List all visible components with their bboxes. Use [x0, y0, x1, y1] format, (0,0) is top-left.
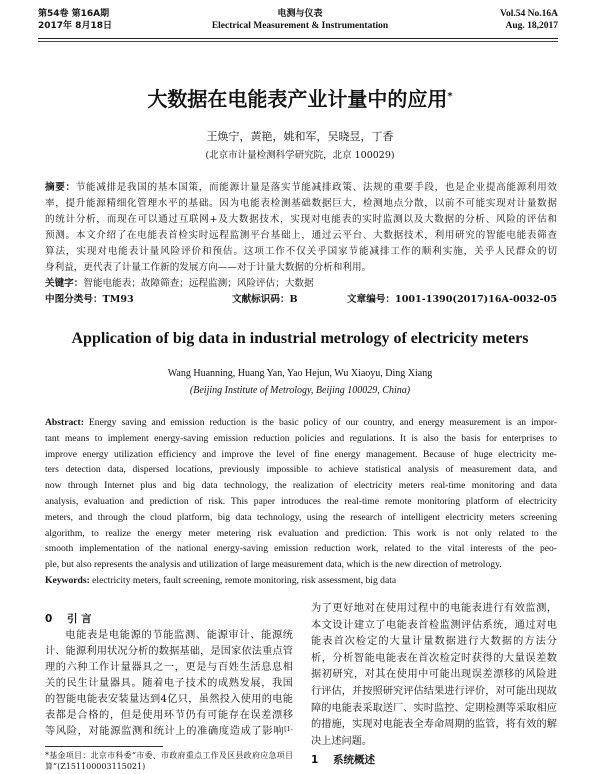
journal-name-en: Electrical Measurement & Instrumentation: [211, 21, 389, 31]
keywords-cn: [45, 276, 557, 292]
abstract-en-line: analysis, evaluation and prediction of risk. This paper introduces the real-time remote monitoring platform of electricity: [45, 495, 557, 507]
paper-title-cn-text: 大数据在电能表产业计量中的应用: [147, 87, 448, 111]
abstract-en-line: tant means to implement energy-saving emission reduction policies and regulations. It is also the basis for enterprises to: [45, 432, 557, 444]
abstract-en-line: algorithm, to realize the energy meter metering risk evaluation and prediction. This work is not only related to the: [45, 527, 557, 539]
body-line: 析，分析智能电能表在首次检定时获得的大量误差数: [311, 652, 557, 664]
abstract-en-lines: [45, 431, 557, 573]
header-journal-block: [180, 8, 420, 32]
header-rule-thin: [38, 41, 558, 42]
abstract-cn-line: 率，提升能源精细化管理水平的基础。因为电能表检测基础数据巨大，检测地点分散，以前不可能实现对计量数据: [45, 198, 557, 209]
body-line: 的措施，实现对电能表全寿命周期的监管，将有效的解: [311, 719, 557, 731]
clc-number: 中图分类号：TM93: [45, 294, 134, 305]
section-number: 0: [45, 613, 53, 625]
abstract-cn-line: [45, 180, 557, 196]
abstract-cn-line: 身利益，更代表了计量工作新的发展方向——对于计量大数据的分析和利用。: [45, 262, 372, 273]
body-line: 的智能电能表安装量达到4亿只，虽然投入使用的电能: [45, 694, 293, 705]
keywords-cn-text: 智能电能表；故障筛查；远程监测；风险评估；大数据: [83, 278, 314, 289]
body-line: 关的民生计量器具。随着电子技术的成熟发展，我国: [45, 678, 293, 689]
journal-name-cn: 电测与仪表: [277, 9, 323, 19]
body-line: [45, 724, 293, 740]
body-line: 表都是合格的，但是使用环节仍有可能存在误差漂移: [45, 710, 293, 721]
article-number: 文章编号：1001-1390(2017)16A-0032-05: [347, 294, 557, 305]
authors-en: Wang Huanning, Huang Yan, Yao Hejun, Wu Xiaoyu, Ding Xiang: [167, 368, 433, 379]
publication-date-cn: 2017年 8月18日: [38, 21, 112, 31]
abstract-en: [45, 415, 557, 589]
abstract-cn-label: 摘要：: [45, 182, 76, 193]
body-line: 行评估，并按照研究评估结果进行评价，对可能出现故: [311, 685, 557, 697]
body-line: 电能表是电能源的节能监测、能源审计、能源统: [65, 630, 293, 641]
footnote-line: *基金项目：北京市科委“市委、市政府重点工作及区县政府应急项目: [45, 751, 293, 760]
keywords-en: [45, 573, 557, 589]
header-issue-block: [408, 8, 558, 32]
section-title: 引 言: [67, 613, 92, 625]
abstract-en-line: ple, but also represents the analysis and utilization of large measurement data, which is the new direction of metrology.: [45, 559, 502, 571]
abstract-en-line: improve energy utilization efficiency and improve the level of fine energy management. Because of huge electricity me-: [45, 448, 557, 460]
funding-footnote: [45, 750, 293, 772]
keywords-en-text: electricity meters, fault screening, remote monitoring, risk assessment, big data: [89, 574, 397, 586]
abstract-en-label: Abstract:: [45, 417, 84, 428]
volume-issue-en: Vol.54 No.16A: [500, 9, 558, 19]
publication-date-en: Aug. 18,2017: [505, 21, 558, 31]
authors-cn: 王焕宁，黄艳，姚和军，吴晓昱，丁香: [206, 130, 394, 143]
funding-mark: *: [447, 91, 453, 102]
section-heading-system-overview: [311, 752, 557, 769]
classification-row: [45, 292, 557, 308]
body-line: 计、能源利用状况分析的数据基础，是国家依法重点管: [45, 646, 293, 657]
body-column-left: [45, 611, 293, 740]
footnote-rule: [45, 746, 163, 747]
abstract-cn-line: 预测。本文介绍了在电能表首检实时远程监测平台基础上，通过云平台、大数据技术，利用研究的智能电能表筛查: [45, 230, 557, 241]
affiliation-cn: (北京市计量检测科学研究院，北京 100029): [205, 150, 395, 161]
abstract-en-text: Energy saving and emission reduction is the basic policy of our country, and energy measurement is an impor-: [83, 417, 557, 428]
introduction-lines: [45, 628, 293, 724]
footnote-line: 算”(Z151100003115021): [45, 762, 146, 771]
abstract-en-line: smooth implementation of the national energy-saving emission reduction work, related to the vital interests of the peo-: [45, 543, 557, 555]
body-column-right: [311, 601, 557, 769]
section-heading-introduction: [45, 611, 293, 628]
volume-issue-cn: 第54卷 第16A期: [38, 9, 110, 19]
body-line: 决上述问题。: [311, 735, 373, 747]
body-line: 障的电能表采取送厂、实时监控、定期检测等采取相应: [311, 702, 557, 714]
header-rule: [38, 38, 558, 39]
body-line: 据初研究，对其在使用中可能出现误差漂移的风险进: [311, 669, 557, 681]
header-volume-block: [38, 8, 188, 32]
paper-title-cn: [40, 86, 560, 112]
paper-title-en: Application of big data in industrial metrology of electricity meters: [71, 330, 529, 347]
section-number: 1: [311, 754, 319, 767]
body-line-text: 等风险，对能源监测和统计上的准确度造成了影响: [45, 726, 285, 737]
abstract-en-line: now through Internet plus and big data technology, the realization of electricity meters real-time monitoring and data: [45, 480, 557, 492]
keywords-cn-label: 关键字：: [45, 278, 84, 289]
body-line: 本文设计建立了电能表首检监测评估系统，通过对电: [311, 619, 557, 631]
body-line: 为了更好地对在使用过程中的电能表进行有效监测，: [311, 603, 557, 614]
keywords-en-label: Keywords:: [45, 574, 90, 586]
citation-ref: [1-: [284, 725, 293, 733]
abstract-en-line: ters detection data, dispersed locations, previously impossible to achieve statistical analysis of measurement data, and: [45, 464, 557, 476]
abstract-cn-line: 的统计分析，而现在可以通过互联网+及大数据技术，实现对电能表的实时监测以及大数据的分析、风险的评估和: [45, 214, 557, 225]
abstract-en-line: [45, 415, 557, 431]
abstract-cn-line: 算法，实现对电能表计量风险评价和预估。这项工作不仅关乎国家节能减排工作的顺利实施，关乎人民群众的切: [45, 246, 557, 257]
body-line: 能表首次检定的大量计量数据进行大数据的方法分: [311, 636, 557, 648]
section-title: 系统概述: [333, 754, 375, 767]
document-code: 文献标识码：B: [232, 294, 298, 305]
abstract-en-line: meters, and through the cloud platform, big data technology, using the research of intelligent electricity meters screening: [45, 511, 557, 523]
abstract-cn-lines: [45, 196, 557, 276]
abstract-cn-text: 节能减排是我国的基本国策，而能源计量是落实节能减排政策、法规的重要手段，也是企业提高能源利用效: [75, 182, 557, 193]
abstract-cn: [45, 180, 557, 308]
affiliation-en: (Beijing Institute of Metrology, Beijing 100029, China): [189, 385, 411, 396]
right-column-lines: [311, 601, 557, 750]
body-line: 理的六种工作计量器具之一，更是与百姓生活息息相: [45, 662, 293, 673]
